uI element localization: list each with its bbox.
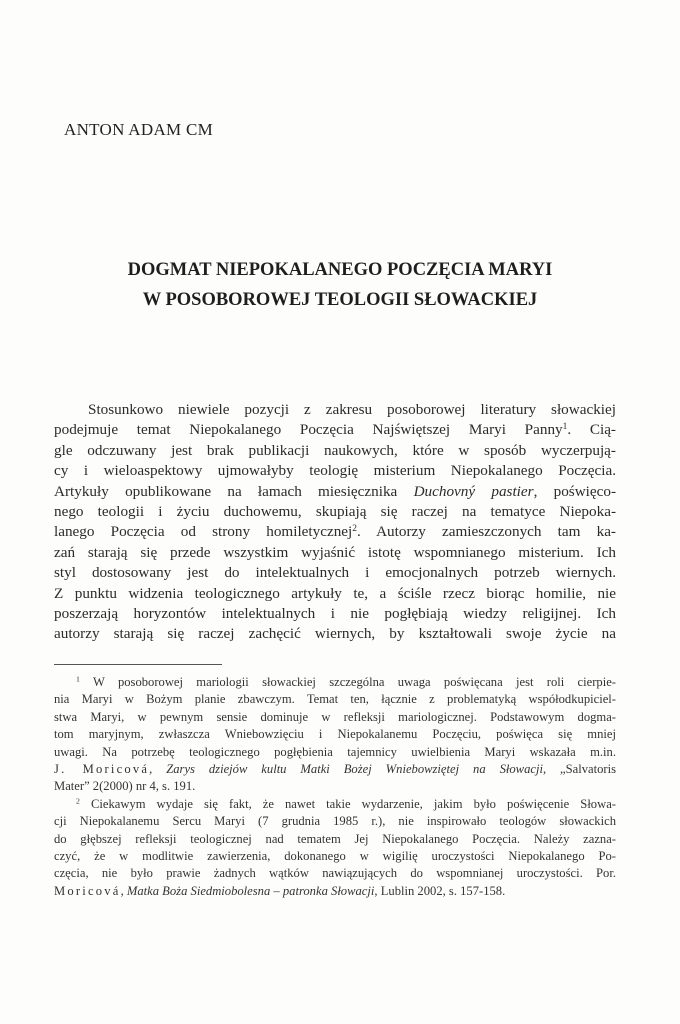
body-line: Stosunkowo niewiele pozycji z zakresu posoborowej literatury słowackiej [88, 401, 616, 418]
footnote-line: do głębszej refleksji teologicznej nad tematem Jej Niepokalanego Poczęcia. Należy zazna- [54, 831, 616, 846]
body-line: autorzy starają się raczej zachęcić wiernych, by kształtowali swoje życie na [54, 625, 616, 643]
cited-title: Zarys dziejów kultu Matki Bożej Wniebowziętej na Słowacji [166, 762, 543, 777]
body-line: styl dostosowany jest do intelektualnych i emocjonalnych potrzeb wiernych. [54, 564, 616, 582]
footnote-ref: 2 [352, 524, 357, 535]
body-line: nego teologii i życiu duchowemu, skupiają się raczej na tematyce Niepoka- [54, 503, 616, 521]
footnote-line: uwagi. Na potrzebę teologicznego pogłębienia tajemnicy uwielbienia Maryi wskazała m.in. [54, 744, 616, 759]
title-line-1: DOGMAT NIEPOKALANEGO POCZĘCIA MARYI [127, 260, 553, 280]
body-line: Artykuły opublikowane na łamach miesięcznika Duchovný pastier, poświęco- [54, 482, 617, 500]
footnote-marker: 1 [76, 674, 80, 684]
footnote-ref: 1 [562, 422, 568, 433]
footnote-line: nia Maryi w Bożym planie zbawczym. Temat ten, łącznie z problematyką współodkupiciel- [54, 692, 616, 707]
body-line: podejmuje temat Niepokalanego Poczęcia Najświętszej Maryi Panny$^1$. Cią- [54, 421, 616, 439]
footnote-line: Moricová, Matka Boża Siedmiobolesna – patronka Słowacji, Lublin 2002, s. 157-158. [54, 883, 506, 898]
footnote-line: częcia, nie było prawie żadnych wątków nawiązujących do wspomnianej uroczystości. Por. [54, 866, 616, 881]
footnote-line: cji Niepokalanemu Sercu Maryi (7 grudnia 1985 r.), nie inspirowało teologów słowackich [54, 814, 616, 829]
footnote-separator [54, 664, 222, 665]
footnotes [54, 674, 616, 900]
body-line: gle odczuwany jest brak publikacji naukowych, które w sposób wyczerpują- [54, 441, 616, 459]
body-line: Z punktu widzenia teologicznego artykuły te, a ściśle rzecz biorąc homilie, nie [54, 584, 616, 602]
footnote-line: $^1$ W posoborowej mariologii słowackiej szczególna uwaga poświęcana jest roli cierpie- [76, 674, 617, 689]
footnote-line: J. Moricová, Zarys dziejów kultu Matki Bożej Wniebowziętej na Słowacji, „Salvatoris [54, 762, 616, 777]
footnote-1 [54, 674, 616, 796]
body-paragraph [54, 400, 616, 645]
body-line: lanego Poczęcia od strony homiletycznej$^2$. Autorzy zamieszczonych tam ka- [54, 523, 616, 541]
cited-author: J. Moricová [54, 762, 150, 777]
footnote-line: tom maryjnym, zwłaszcza Wniebowzięciu i Niepokalanemu Poczęciu, poświęca się mniej [54, 727, 616, 742]
author-name: ANTON ADAM CM [64, 120, 214, 139]
cited-title: Matka Boża Siedmiobolesna – patronka Słowacji [126, 883, 375, 898]
footnote-2 [54, 796, 616, 900]
title-line-2: W POSOBOROWEJ TEOLOGII SŁOWACKIEJ [142, 290, 538, 310]
journal-title: Duchovný pastier [413, 482, 534, 500]
body-line: cy i wieloaspektowy ujmowałyby teologię misterium Niepokalanego Poczęcia. [54, 462, 616, 480]
body-line: poszerzają horyzontów intelektualnych i nie pogłębiają wiedzy religijnej. Ich [54, 605, 616, 623]
body-line: zań starają się przede wszystkim wyjaśnić istotę wspomnianego misterium. Ich [54, 543, 616, 561]
footnote-line: $^2$ Ciekawym wydaje się fakt, że nawet takie wydarzenie, jakim było poświęcenie Słowa- [76, 796, 616, 811]
cited-author: Moricová [54, 883, 121, 898]
footnote-line: czyć, że w modlitwie zawierzenia, dokonanego w wigilię uroczystości Niepokalanego Po- [54, 849, 616, 864]
article-title [50, 255, 630, 315]
footnote-marker: 2 [76, 796, 80, 806]
footnote-line: stwa Maryi, w pewnym sensie dominuje w refleksji mariologicznej. Podstawowym dogma- [54, 709, 616, 724]
footnote-line: Mater” 2(2000) nr 4, s. 191. [54, 779, 196, 794]
